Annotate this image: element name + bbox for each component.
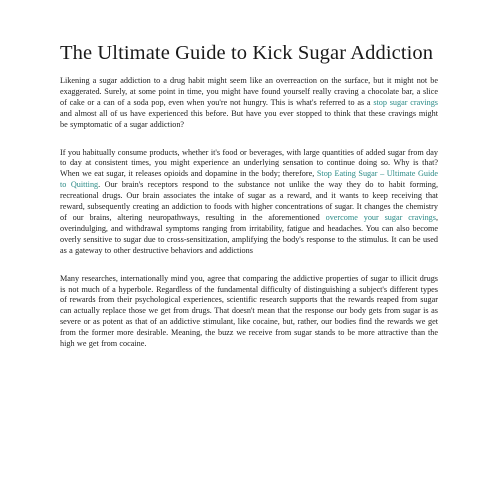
stop-eating-sugar-guide-link[interactable]: Stop Eating Sugar – Ultimate Guide to Quitting bbox=[60, 169, 438, 190]
paragraph-2 bbox=[60, 148, 438, 257]
paragraph-3 bbox=[60, 274, 438, 350]
stop-sugar-cravings-link[interactable]: stop sugar cravings bbox=[373, 97, 438, 107]
paragraph-text: Many researches, internationally mind you, agree that comparing the addictive properties of sugar to illicit drugs is not much of a hyperbole. Regardless of the fundamental difficulty of distinguishing a subject's different types of rewards from their psychological experiences, scientific research supports that the rewards reaped from sugar can actually replace those we get from drugs. That doesn't mean that the response our body gets from sugar is as severe or as potent as that of an addictive stimulant, like cocaine, but, rather, our bodies find the rewards we get from the former more desirable. Meaning, the buzz we receive from sugar stands to be more attractive than the high we get from cocaine. bbox=[60, 273, 438, 349]
paragraph-text: If you habitually consume products, whether it's food or beverages, with large quantities of added sugar from day to day at consistent times, you might experience an underlying sensation to continue doing so. Why is that? When we eat sugar, it releases opioids and dopamine in the body; therefore, bbox=[60, 147, 438, 179]
paragraph-text: , overindulging, and withdrawal symptoms ranging from irritability, fatigue and headaches. You can also become overly sensitive to sugar due to cross-sensitization, amplifying the body's response to the stimulus. It can be used as a gateway to other destructive behaviors and addictions bbox=[60, 212, 438, 255]
paragraph-text: Likening a sugar addiction to a drug habit might seem like an overreaction on the surface, but it might not be exaggerated. Surely, at some point in time, you might have found yourself really craving a chocolate bar, a slice of cake or a can of a soda pop, even when you're not hungry. This is what's referred to as a bbox=[60, 76, 438, 107]
paragraph-1 bbox=[60, 76, 438, 131]
paragraph-text: and almost all of us have experienced this before. But have you ever stopped to think that these cravings might be symptomatic of a sugar addiction? bbox=[60, 108, 438, 129]
document-title: The Ultimate Guide to Kick Sugar Addiction bbox=[60, 42, 434, 64]
document-page bbox=[60, 42, 438, 367]
overcome-sugar-cravings-link[interactable]: overcome your sugar cravings bbox=[325, 212, 436, 222]
paragraph-text: . Our brain's receptors respond to the substance not unlike the way they do to habit forming, recreational drugs. Our brain associates the intake of sugar as a reward, and it wants to keep receiving that reward, subsequently creating an addiction to foods with higher concentrations of sugar. It changes the chemistry of our brains, altering neuropathways, resulting in the aforementioned bbox=[60, 180, 438, 222]
